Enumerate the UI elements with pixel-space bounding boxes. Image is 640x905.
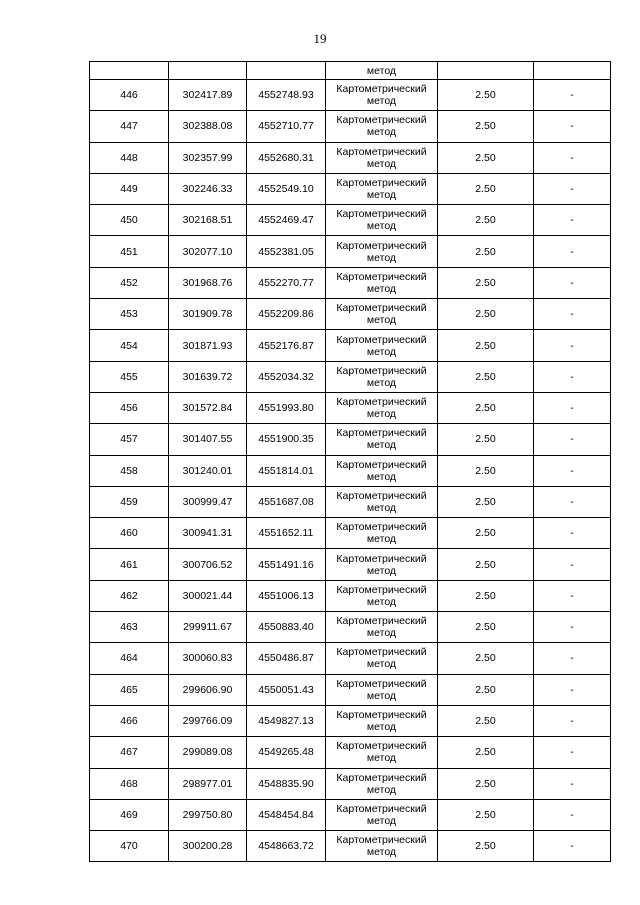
coordinates-table xyxy=(89,61,611,862)
cell-num: 454 xyxy=(90,330,169,361)
cell-note: - xyxy=(534,831,611,862)
cell-y: 4549827.13 xyxy=(247,705,326,736)
cell-num: 455 xyxy=(90,361,169,392)
cell-y: 4548835.90 xyxy=(247,768,326,799)
cell-y: 4548663.72 xyxy=(247,831,326,862)
cell-x: 302077.10 xyxy=(169,236,247,267)
table-row xyxy=(90,205,611,236)
cell-note: - xyxy=(534,518,611,549)
cell-accuracy: 2.50 xyxy=(438,643,534,674)
cell-y: 4552748.93 xyxy=(247,80,326,111)
cell-note: - xyxy=(534,643,611,674)
cell-accuracy: 2.50 xyxy=(438,361,534,392)
cell-y xyxy=(247,62,326,80)
cell-accuracy: 2.50 xyxy=(438,674,534,705)
cell-accuracy: 2.50 xyxy=(438,111,534,142)
cell-note: - xyxy=(534,674,611,705)
cell-y: 4549265.48 xyxy=(247,737,326,768)
cell-num xyxy=(90,62,169,80)
cell-y: 4552680.31 xyxy=(247,142,326,173)
cell-num: 446 xyxy=(90,80,169,111)
cell-x: 300706.52 xyxy=(169,549,247,580)
cell-note: - xyxy=(534,330,611,361)
cell-method: Картометрический метод xyxy=(326,705,438,736)
cell-num: 452 xyxy=(90,267,169,298)
cell-note: - xyxy=(534,111,611,142)
cell-num: 457 xyxy=(90,424,169,455)
cell-y: 4548454.84 xyxy=(247,799,326,830)
cell-method: Картометрический метод xyxy=(326,612,438,643)
cell-num: 460 xyxy=(90,518,169,549)
cell-y: 4552381.05 xyxy=(247,236,326,267)
cell-method: Картометрический метод xyxy=(326,267,438,298)
cell-method: Картометрический метод xyxy=(326,455,438,486)
cell-note: - xyxy=(534,173,611,204)
cell-x: 302357.99 xyxy=(169,142,247,173)
cell-x: 300200.28 xyxy=(169,831,247,862)
cell-accuracy: 2.50 xyxy=(438,705,534,736)
cell-method: Картометрический метод xyxy=(326,330,438,361)
table-row xyxy=(90,518,611,549)
cell-y: 4552549.10 xyxy=(247,173,326,204)
table-row xyxy=(90,549,611,580)
cell-x: 299766.09 xyxy=(169,705,247,736)
cell-method: Картометрический метод xyxy=(326,486,438,517)
cell-method: Картометрический метод xyxy=(326,737,438,768)
table-row xyxy=(90,705,611,736)
cell-num: 461 xyxy=(90,549,169,580)
cell-method: Картометрический метод xyxy=(326,799,438,830)
cell-x: 298977.01 xyxy=(169,768,247,799)
cell-y: 4550883.40 xyxy=(247,612,326,643)
cell-note: - xyxy=(534,705,611,736)
cell-num: 459 xyxy=(90,486,169,517)
table-row xyxy=(90,267,611,298)
cell-x: 299750.80 xyxy=(169,799,247,830)
cell-method: Картометрический метод xyxy=(326,80,438,111)
cell-y: 4551900.35 xyxy=(247,424,326,455)
cell-y: 4552209.86 xyxy=(247,299,326,330)
cell-num: 464 xyxy=(90,643,169,674)
cell-note: - xyxy=(534,236,611,267)
cell-accuracy: 2.50 xyxy=(438,799,534,830)
cell-method: Картометрический метод xyxy=(326,392,438,423)
table-row xyxy=(90,486,611,517)
cell-x: 299911.67 xyxy=(169,612,247,643)
cell-x: 300021.44 xyxy=(169,580,247,611)
cell-note: - xyxy=(534,486,611,517)
continued-row xyxy=(90,62,611,80)
table-row xyxy=(90,424,611,455)
cell-note: - xyxy=(534,142,611,173)
cell-accuracy: 2.50 xyxy=(438,612,534,643)
cell-y: 4551814.01 xyxy=(247,455,326,486)
table-row xyxy=(90,737,611,768)
cell-y: 4551006.13 xyxy=(247,580,326,611)
cell-method: Картометрический метод xyxy=(326,173,438,204)
cell-x: 301639.72 xyxy=(169,361,247,392)
cell-num: 447 xyxy=(90,111,169,142)
cell-num: 463 xyxy=(90,612,169,643)
page-number: 19 xyxy=(313,31,327,46)
cell-num: 470 xyxy=(90,831,169,862)
cell-method: Картометрический метод xyxy=(326,768,438,799)
table-row xyxy=(90,799,611,830)
cell-accuracy: 2.50 xyxy=(438,580,534,611)
cell-note: - xyxy=(534,267,611,298)
cell-y: 4551652.11 xyxy=(247,518,326,549)
table-row xyxy=(90,142,611,173)
cell-method: Картометрический метод xyxy=(326,831,438,862)
cell-note: - xyxy=(534,80,611,111)
cell-x: 300941.31 xyxy=(169,518,247,549)
cell-num: 467 xyxy=(90,737,169,768)
cell-method: Картометрический метод xyxy=(326,549,438,580)
cell-y: 4552176.87 xyxy=(247,330,326,361)
cell-method: Картометрический метод xyxy=(326,111,438,142)
cell-x: 301407.55 xyxy=(169,424,247,455)
cell-accuracy: 2.50 xyxy=(438,768,534,799)
cell-y: 4550051.43 xyxy=(247,674,326,705)
cell-x: 301572.84 xyxy=(169,392,247,423)
table-row xyxy=(90,674,611,705)
cell-note: - xyxy=(534,455,611,486)
cell-accuracy: 2.50 xyxy=(438,424,534,455)
cell-accuracy: 2.50 xyxy=(438,455,534,486)
table-row xyxy=(90,111,611,142)
cell-y: 4552034.32 xyxy=(247,361,326,392)
cell-num: 458 xyxy=(90,455,169,486)
cell-y: 4552710.77 xyxy=(247,111,326,142)
cell-y: 4551687.08 xyxy=(247,486,326,517)
cell-accuracy: 2.50 xyxy=(438,737,534,768)
cell-num: 462 xyxy=(90,580,169,611)
cell-num: 451 xyxy=(90,236,169,267)
cell-accuracy: 2.50 xyxy=(438,486,534,517)
cell-method: Картометрический метод xyxy=(326,580,438,611)
cell-note: - xyxy=(534,361,611,392)
cell-num: 465 xyxy=(90,674,169,705)
cell-note: - xyxy=(534,737,611,768)
cell-num: 450 xyxy=(90,205,169,236)
cell-y: 4551491.16 xyxy=(247,549,326,580)
cell-x: 302246.33 xyxy=(169,173,247,204)
cell-x: 301871.93 xyxy=(169,330,247,361)
cell-accuracy: 2.50 xyxy=(438,142,534,173)
cell-accuracy: 2.50 xyxy=(438,299,534,330)
cell-x: 299089.08 xyxy=(169,737,247,768)
cell-method: Картометрический метод xyxy=(326,205,438,236)
cell-num: 448 xyxy=(90,142,169,173)
cell-accuracy xyxy=(438,62,534,80)
cell-x: 299606.90 xyxy=(169,674,247,705)
cell-accuracy: 2.50 xyxy=(438,831,534,862)
cell-accuracy: 2.50 xyxy=(438,330,534,361)
table-row xyxy=(90,768,611,799)
cell-method: метод xyxy=(326,62,438,80)
cell-method: Картометрический метод xyxy=(326,236,438,267)
cell-x: 302388.08 xyxy=(169,111,247,142)
cell-num: 469 xyxy=(90,799,169,830)
cell-accuracy: 2.50 xyxy=(438,392,534,423)
cell-note: - xyxy=(534,768,611,799)
cell-note: - xyxy=(534,580,611,611)
cell-accuracy: 2.50 xyxy=(438,267,534,298)
cell-y: 4552270.77 xyxy=(247,267,326,298)
cell-num: 466 xyxy=(90,705,169,736)
table-row xyxy=(90,643,611,674)
cell-x: 301909.78 xyxy=(169,299,247,330)
cell-method: Картометрический метод xyxy=(326,299,438,330)
cell-num: 453 xyxy=(90,299,169,330)
cell-note: - xyxy=(534,424,611,455)
cell-num: 468 xyxy=(90,768,169,799)
cell-note xyxy=(534,62,611,80)
cell-method: Картометрический метод xyxy=(326,142,438,173)
cell-x: 302168.51 xyxy=(169,205,247,236)
table-row xyxy=(90,612,611,643)
cell-x xyxy=(169,62,247,80)
cell-y: 4551993.80 xyxy=(247,392,326,423)
cell-method: Картометрический метод xyxy=(326,518,438,549)
cell-x: 301968.76 xyxy=(169,267,247,298)
cell-method: Картометрический метод xyxy=(326,361,438,392)
cell-accuracy: 2.50 xyxy=(438,236,534,267)
table-row xyxy=(90,299,611,330)
table-row xyxy=(90,330,611,361)
cell-note: - xyxy=(534,299,611,330)
cell-method: Картометрический метод xyxy=(326,643,438,674)
table-row xyxy=(90,236,611,267)
cell-note: - xyxy=(534,205,611,236)
table-row xyxy=(90,580,611,611)
cell-method: Картометрический метод xyxy=(326,674,438,705)
cell-note: - xyxy=(534,612,611,643)
cell-num: 449 xyxy=(90,173,169,204)
table-row xyxy=(90,831,611,862)
cell-accuracy: 2.50 xyxy=(438,518,534,549)
table-row xyxy=(90,361,611,392)
cell-y: 4550486.87 xyxy=(247,643,326,674)
cell-y: 4552469.47 xyxy=(247,205,326,236)
cell-x: 301240.01 xyxy=(169,455,247,486)
cell-note: - xyxy=(534,392,611,423)
cell-accuracy: 2.50 xyxy=(438,173,534,204)
cell-accuracy: 2.50 xyxy=(438,80,534,111)
cell-method: Картометрический метод xyxy=(326,424,438,455)
table-row xyxy=(90,80,611,111)
table-row xyxy=(90,392,611,423)
cell-note: - xyxy=(534,549,611,580)
table-row xyxy=(90,173,611,204)
cell-x: 300999.47 xyxy=(169,486,247,517)
table-row xyxy=(90,455,611,486)
cell-x: 302417.89 xyxy=(169,80,247,111)
cell-num: 456 xyxy=(90,392,169,423)
table-body xyxy=(90,62,611,862)
cell-accuracy: 2.50 xyxy=(438,549,534,580)
cell-accuracy: 2.50 xyxy=(438,205,534,236)
cell-note: - xyxy=(534,799,611,830)
cell-x: 300060.83 xyxy=(169,643,247,674)
